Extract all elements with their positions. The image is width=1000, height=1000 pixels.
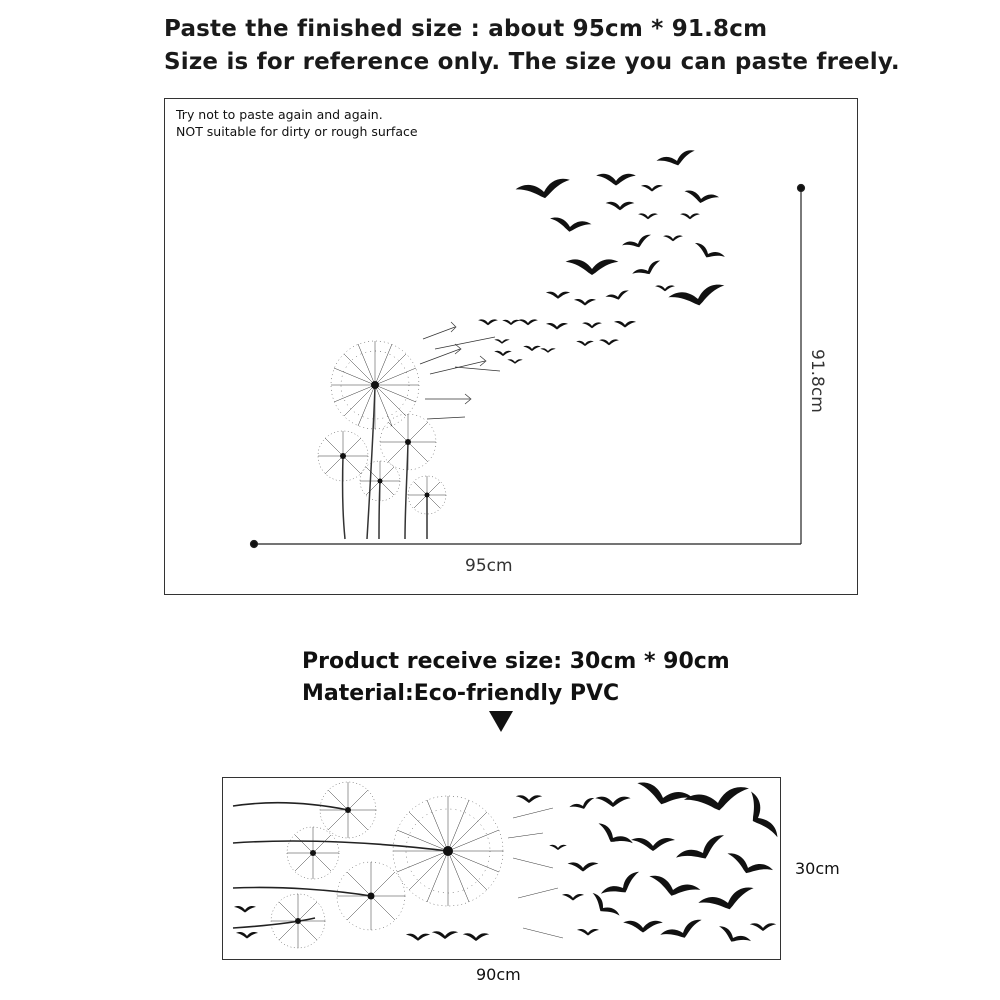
height-dimension-line <box>798 185 805 545</box>
dandelion-cluster <box>318 322 500 539</box>
width-dimension-line <box>251 541 802 548</box>
preview-width-label: 95cm <box>465 556 513 576</box>
product-sheet-artwork <box>223 778 780 958</box>
product-height-label: 30cm <box>795 859 840 878</box>
headline-size-reference: Size is for reference only. The size you can paste freely. <box>164 49 900 75</box>
preview-note-2: NOT suitable for dirty or rough surface <box>176 124 418 139</box>
preview-note-1: Try not to paste again and again. <box>176 107 383 122</box>
headline-finished-size: Paste the finished size : about 95cm * 91.8cm <box>164 16 768 42</box>
product-width-label: 90cm <box>476 965 521 984</box>
preview-artwork <box>165 99 857 593</box>
product-receive-size: Product receive size: 30cm * 90cm <box>302 649 730 674</box>
product-birds <box>234 781 780 950</box>
birds-flock <box>478 149 727 364</box>
down-triangle-icon <box>489 711 513 733</box>
product-material: Material:Eco-friendly PVC <box>302 681 620 706</box>
